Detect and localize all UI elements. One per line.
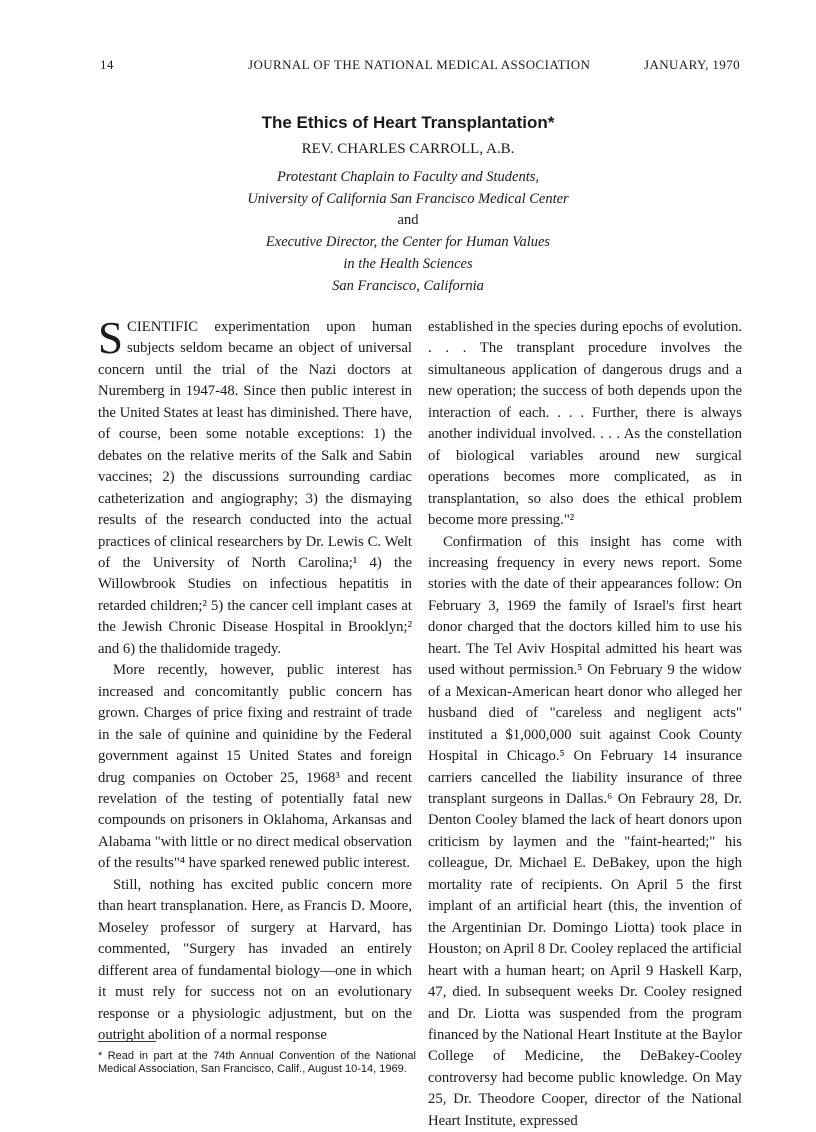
drop-cap: S (98, 313, 124, 363)
author-affiliation (0, 167, 816, 297)
affiliation-line: San Francisco, California (332, 277, 484, 294)
affiliation-line: Executive Director, the Center for Human Values (265, 234, 551, 251)
footnote-rule (98, 1041, 156, 1042)
right-column (428, 317, 742, 1132)
affiliation-line: University of California San Francisco Medical Center (247, 190, 569, 207)
author-prefix: REV. (301, 141, 338, 157)
left-column (98, 313, 412, 1046)
running-header (100, 57, 740, 77)
footnote: * Read in part at the 74th Annual Convention of the National Medical Association, San Francisco, Calif., August 10-14, 1969. (98, 1050, 416, 1075)
affiliation-line: in the Health Sciences (343, 255, 473, 272)
body-paragraph (98, 313, 412, 660)
affiliation-conjunction: and (397, 212, 419, 229)
author-degree: , A.B. (479, 141, 515, 157)
body-paragraph: Confirmation of this insight has come with increasing frequency in every news report. Some stories with the date of their appearances follow: On February 3, 1969 the family of Israel's first heart donor charged that the doctors killed him to use his heart. The Tel Aviv Hospital admitted his heart was used without permission.⁵ On February 9 the widow of a Mexican-American heart donor who alleged her husband died of "careless and negligent acts" instituted a $1,000,000 suit against Cook County Hospital in Chicago.⁵ On February 14 insurance carriers cancelled the liability insurance of three transplant surgeons in Dallas.⁶ On Febraury 28, Dr. Denton Cooley blamed the lack of heart donors upon criticism by laymen and the "faint-hearted;" his colleague, Dr. Michael E. DeBakey, upon the high mortality rate of recipients. On April 5 the first implant of an artificial heart (this, the invention of the Argentinian Dr. Domingo Liotta) took place in Houston; on April 8 Dr. Cooley replaced the artificial heart with a human heart; on April 9 Haskell Karp, 47, died. In subsequent weeks Dr. Cooley resigned and Dr. Liotta was suspended from the program financed by the National Heart Institute at the Baylor College of Medicine, the DeBakey-Cooley controversy had become public knowledge. On May 25, Dr. Theodore Cooper, director of the National Heart Institute, expressed (428, 533, 742, 1129)
author-line (0, 141, 816, 158)
body-paragraph: Still, nothing has excited public concern more than heart transplanation. Here, as Francis D. Moore, Moseley professor of surgery at Harvard, has commented, "Surgery has invaded an entirely different area of fundamental biology—one in which it must rely for success not on an evolutionary response or a physiologic adjustment, but on the outright abolition of a normal response (98, 876, 412, 1043)
issue-date: JANUARY, 1970 (644, 57, 740, 72)
body-paragraph: established in the species during epochs of evolution. . . . The transplant procedure involves the simultaneous application of dangerous drugs and a new operation; the success of both depends upon the interaction of each. . . . Further, there is always another individual involved. . . . As the constellation of biological variables around new surgical operations becomes more complicated, as in transplantation, so also does the ethical problem become more pressing."² (428, 319, 742, 529)
affiliation-line: Protestant Chaplain to Faculty and Students, (276, 169, 540, 185)
body-paragraph: More recently, however, public interest has increased and concomitantly public concern has grown. Charges of price fixing and restraint of trade in the sale of quinine and quinidine by the Federal government against 15 United States and foreign drug companies on October 25, 1968³ and recent revelation of the testing of potentially fatal new compounds on prisoners in Oklahoma, Arkansas and Alabama "with little or no direct medical observation of the results"⁴ have sparked renewed public interest. (98, 662, 412, 872)
paragraph-text: CIENTIFIC experimentation upon human subjects seldom became an object of universal concern until the trial of the Nazi doctors at Nuremberg in 1947-48. Since then public interest in the United States at least has diminished. There have, of course, been some notable exceptions: 1) the debates on the relative merits of the Salk and Sabin vaccines; 2) the discussions surrounding cardiac catheterization and angiography; 3) the dismaying results of the research conducted into the actual practices of clinical researchers by Dr. Lewis C. Welt of the University of North Carolina;¹ 4) the Willowbrook Studies on infectious hepatitis in retarded children;² 5) the cancer cell implant cases at the Jewish Chronic Disease Hospital in Brooklyn;² and 6) the thalidomide tragedy. (98, 319, 412, 657)
journal-name: JOURNAL OF THE NATIONAL MEDICAL ASSOCIATION (248, 57, 591, 72)
article-title: The Ethics of Heart Transplantation* (261, 113, 555, 132)
page-number: 14 (100, 57, 114, 72)
author-name: CHARLES CARROLL (337, 141, 480, 157)
